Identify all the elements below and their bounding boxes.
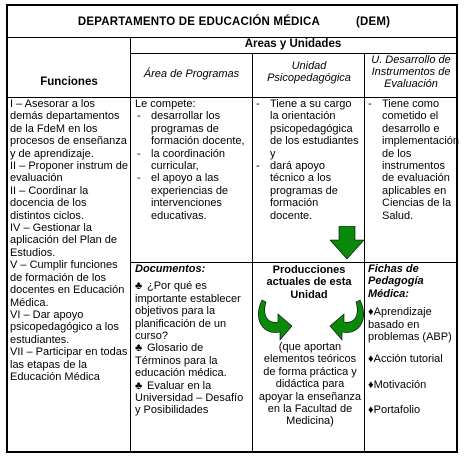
evaluacion-item: - Tiene como cometido el desarrollo e implementación de los instrumentos de evaluación aplicables en Ciencias de la Salud. [366, 98, 455, 222]
fichas-title: Fichas de Pedagogía Médica: [368, 263, 424, 300]
diamond-icon: ♦ [368, 404, 374, 417]
col-header-psicopedagogica: Unidad Psicopedagógica [267, 60, 351, 84]
documentos-cell [135, 263, 251, 417]
arrow-down-icon [330, 226, 364, 260]
documento-item: ♣ Evaluar en la Universidad – Desafío y Posibilidades [135, 379, 244, 417]
funcion-item: V – Cumplir funciones de formación de los docentes en Educación Médica. [10, 259, 125, 309]
areas-header: Areas y Unidades [244, 38, 342, 50]
funcion-item: VI – Dar apoyo psicopedagógico a los estudiantes. [10, 308, 119, 346]
funcion-item: II – Coordinar la docencia de los distintos ciclos. [10, 184, 89, 222]
club-icon: ♣ [135, 280, 143, 293]
dem-table [6, 4, 458, 453]
diamond-icon: ♦ [368, 378, 374, 391]
programas-cell [135, 98, 251, 222]
programas-item: - la coordinación curricular, [135, 148, 251, 173]
curved-arrow-left-icon [328, 296, 366, 342]
ficha-item: ♦Acción tutorial [368, 353, 443, 366]
programas-item: - desarrollar los programas de formación docente, [135, 110, 251, 147]
programas-intro: Le compete: [135, 98, 196, 110]
rule [130, 37, 131, 451]
programas-item: - el apoyo a las experiencias de intervenciones educativas. [135, 172, 251, 222]
rule [252, 53, 253, 451]
psico-item: - Tiene a su cargo la orientación psicopedagógica de los estudiantes y [254, 98, 362, 160]
producciones-text: (que aportan elementos teóricos de forma práctica y didáctica para apoyar la enseñanza en la Facultad de Medicina) [258, 341, 362, 428]
documento-item: ♣ ¿Por qué es importante establecer objetivos para la planificación de un curso? [135, 280, 241, 343]
ficha-item: ♦Motivación [368, 378, 427, 391]
title-acronym: (DEM) [355, 15, 391, 28]
documentos-title: Documentos: [135, 263, 206, 275]
page-title [8, 6, 460, 37]
funcion-item: IV – Gestionar la aplicación del Plan de Estudios. [10, 222, 118, 259]
ficha-item: ♦Aprendizaje basado en problemas (ABP) [368, 306, 452, 344]
club-icon: ♣ [135, 379, 143, 392]
fichas-cell [368, 263, 456, 417]
psico-cell [254, 98, 362, 222]
club-icon: ♣ [135, 342, 143, 355]
diamond-icon: ♦ [368, 306, 374, 319]
evaluacion-cell [366, 98, 460, 222]
ficha-item: ♦Portafolio [368, 404, 421, 417]
funciones-header: Funciones [40, 76, 98, 88]
funcion-item: II – Proponer instrum de evaluación [10, 160, 129, 185]
funciones-list [10, 98, 129, 383]
producciones-title: Producciones actuales de esta Unidad [266, 264, 352, 301]
diamond-icon: ♦ [368, 353, 374, 366]
funcion-item: VII – Participar en todas las etapas de la Educación Médica [10, 346, 128, 383]
col-header-programas: Área de Programas [143, 68, 240, 80]
rule [364, 53, 365, 451]
col-header-evaluacion: U. Desarrollo de Instrumentos de Evaluación [371, 54, 451, 90]
documento-item: ♣ Glosario de Términos para la educación médica. [135, 342, 227, 380]
curved-arrow-right-icon [256, 296, 294, 342]
psico-item: - dará apoyo técnico a los programas de formación docente. [254, 160, 362, 222]
funcion-item: I – Asesorar a los demás departamentos de la FdeM en los procesos de enseñanza y de aprendizaje. [10, 98, 127, 160]
title-text: DEPARTAMENTO DE EDUCACIÓN MÉDICA [77, 15, 320, 28]
